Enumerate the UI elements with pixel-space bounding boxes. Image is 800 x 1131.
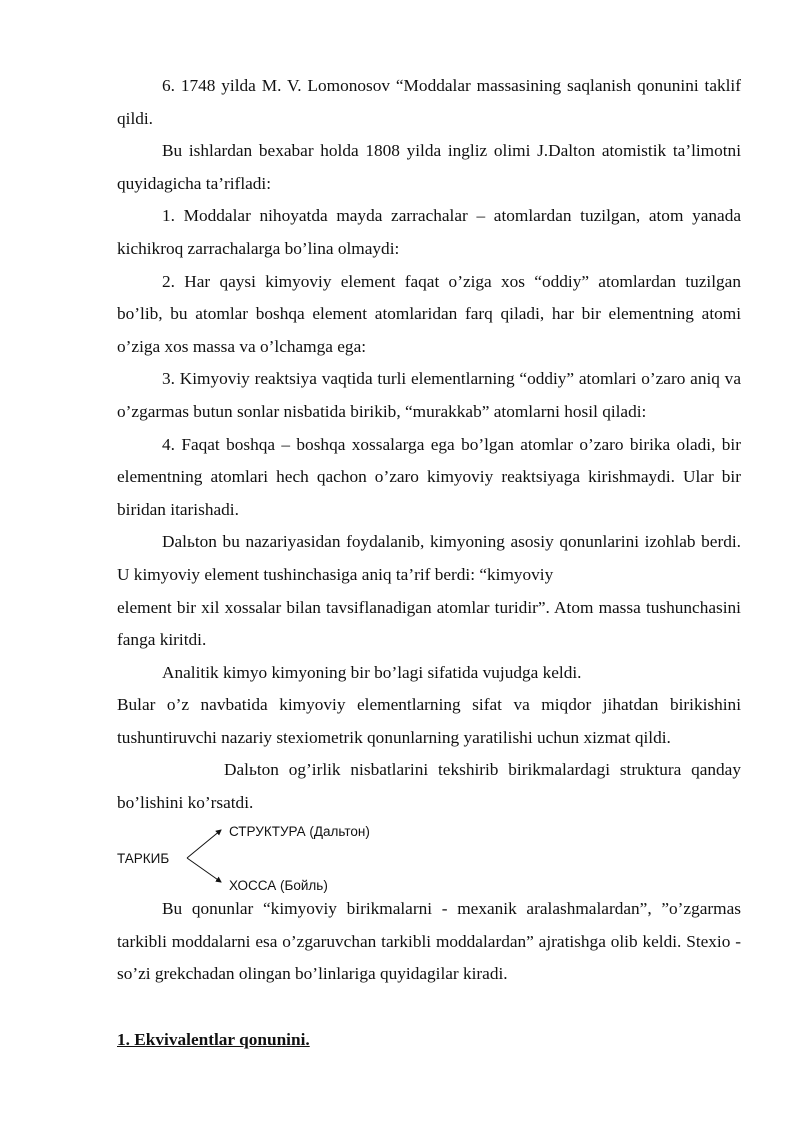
body-text	[117, 70, 741, 820]
paragraph-dalton-intro: Bu ishlardan bexabar holda 1808 yilda ingliz olimi J.Dalton atomistik ta’limotni quyidagicha ta’rifladi:	[117, 141, 741, 193]
section-heading: 1. Ekvivalentlar qonunini.	[117, 1030, 310, 1049]
arrow-to-structure	[187, 830, 221, 858]
diagram-structure-label: СТРУКТУРА (Дальтон)	[229, 824, 370, 839]
arrow-to-property	[187, 858, 221, 882]
paragraph-dalton-theory: Dalьton bu nazariyasidan foydalanib, kimyoning asosiy qonunlarini izohlab berdi. U kimyoviy element tushinchasiga aniq ta’rif berdi: “kimyoviy	[117, 532, 741, 584]
paragraph-lomonosov: 6. 1748 yilda M. V. Lomonosov “Moddalar massasining saqlanish qonunini taklif qildi.	[117, 76, 741, 128]
body-text-after-diagram	[117, 893, 741, 991]
paragraph-point-2: 2. Har qaysi kimyoviy element faqat o’ziga xos “oddiy” atomlardan tuzilgan bo’lib, bu atomlar boshqa element atomlaridan farq qiladi, har bir elementning atomi o’ziga xos massa va o’lchamga ega:	[117, 271, 741, 356]
paragraph-point-3: 3. Kimyoviy reaktsiya vaqtida turli elementlarning “oddiy” atomlari o’zaro aniq va o’zgarmas butun sonlar nisbatida birikib, “murakkab” atomlarni hosil qiladi:	[117, 369, 741, 421]
paragraph-dalton-structure: Dalьton og’irlik nisbatlarini tekshirib birikmalardagi struktura qanday bo’lishini ko’rsatdi.	[117, 760, 741, 813]
diagram-root-label: ТАРКИБ	[117, 851, 170, 866]
composition-diagram	[117, 818, 517, 898]
paragraph-point-1: 1. Moddalar nihoyatda mayda zarrachalar – atomlardan tuzilgan, atom yanada kichikroq zarrachalarga bo’lina olmaydi:	[117, 206, 741, 258]
paragraph-element-definition: element bir xil xossalar bilan tavsiflanadigan atomlar turidir”. Atom massa tushunchasini fanga kiritdi.	[117, 597, 741, 650]
paragraph-analytic-chemistry: Analitik kimyo kimyoning bir bo’lagi sifatida vujudga keldi.	[162, 662, 582, 682]
diagram-property-label: ХОССА (Бойль)	[229, 878, 328, 893]
paragraph-stoichiometry: Bular o’z navbatida kimyoviy elementlarning sifat va miqdor jihatdan birikishini tushuntiruvchi nazariy stexiometrik qonunlarning yaratilishi uchun xizmat qildi.	[117, 695, 741, 747]
paragraph-laws-separation: Bu qonunlar “kimyoviy birikmalarni - mexanik aralashmalardan”, ”o’zgarmas tarkibli moddalarni esa o’zgaruvchan tarkibli moddalardan” ajratishga olib keldi. Stexio - so’zi grekchadan olingan bo’linlariga quyidagilar kiradi.	[117, 899, 741, 984]
paragraph-point-4: 4. Faqat boshqa – boshqa xossalarga ega bo’lgan atomlar o’zaro birika oladi, bir elementning atomlari hech qachon o’zaro kimyoviy reaktsiyaga kirishmaydi. Ular bir biridan itarishadi.	[117, 434, 741, 519]
